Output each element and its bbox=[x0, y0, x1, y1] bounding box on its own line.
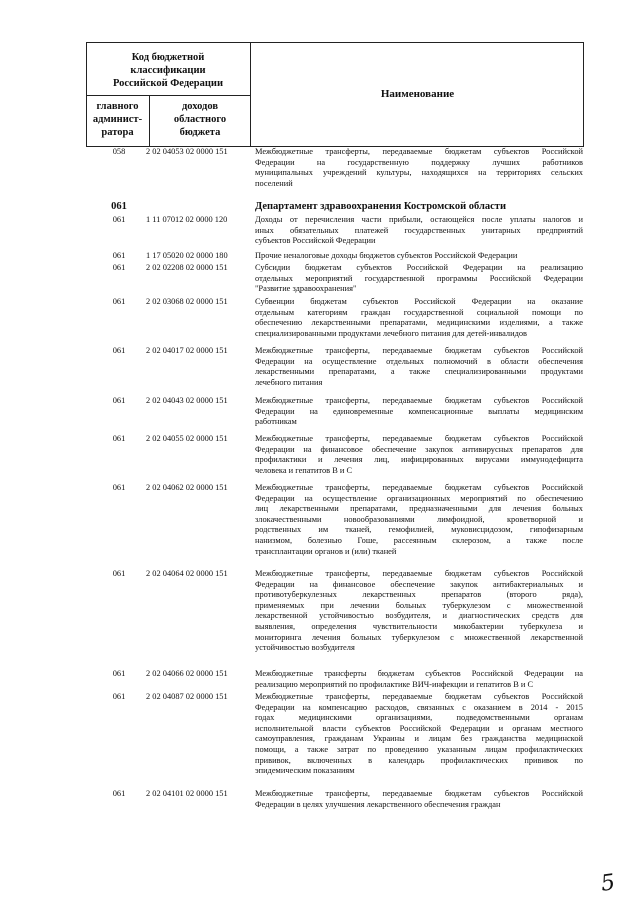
header-code-group: Код бюджетной классификации Российской Федерации bbox=[112, 52, 224, 89]
department-title: Департамент здравоохранения Костромской области bbox=[255, 201, 506, 212]
admin-code: 061 bbox=[112, 215, 126, 224]
income-code: 2 02 04062 02 0000 151 bbox=[146, 483, 228, 492]
income-name: Межбюджетные трансферты, передаваемые бюджетам субъектов Российской Федерации на государственную поддержку лучших работников муниципальных учреждений культуры, находящихся на территориях сельских поселений bbox=[255, 147, 583, 188]
income-name: Межбюджетные трансферты, передаваемые бюджетам субъектов Российской Федерации на финансовое обеспечение закупок антивирусных препаратов для профилактики и лечения лиц, инфицированных вирусами иммунодефицита человека и гепатитов В и С bbox=[255, 434, 583, 475]
header-col-income: доходов областного бюджета bbox=[173, 101, 227, 138]
income-name: Межбюджетные трансферты, передаваемые бюджетам субъектов Российской Федерации в целях улучшения лекарственного обеспечения граждан bbox=[255, 789, 583, 809]
department-admin-code: 061 bbox=[111, 201, 127, 212]
admin-code: 061 bbox=[112, 297, 126, 306]
income-code: 2 02 04064 02 0000 151 bbox=[146, 569, 228, 578]
admin-code: 061 bbox=[112, 263, 126, 272]
admin-code: 061 bbox=[112, 569, 126, 578]
income-name: Прочие неналоговые доходы бюджетов субъектов Российской Федерации bbox=[255, 251, 518, 260]
admin-code: 061 bbox=[112, 692, 126, 701]
income-code: 2 02 04053 02 0000 151 bbox=[146, 147, 228, 156]
income-code: 2 02 04066 02 0000 151 bbox=[146, 669, 228, 678]
income-code: 1 11 07012 02 0000 120 bbox=[146, 215, 228, 224]
header-col-admin: главного админист- ратора bbox=[92, 101, 143, 138]
income-code: 2 02 04055 02 0000 151 bbox=[146, 434, 228, 443]
income-name: Межбюджетные трансферты, передаваемые бюджетам субъектов Российской Федерации на осуществление отдельных полномочий в области обеспечения лекарственными препаратами, а также специализированными продуктами лечебного питания bbox=[255, 346, 583, 387]
admin-code: 061 bbox=[112, 483, 126, 492]
admin-code: 061 bbox=[112, 251, 126, 260]
admin-code: 061 bbox=[112, 396, 126, 405]
income-name: Субвенции бюджетам субъектов Российской Федерации на оказание отдельным категориям граждан государственной социальной помощи по обеспечению лекарственными препаратами, медицинскими изделиями, а также специализированными продуктами лечебного питания для детей-инвалидов bbox=[255, 297, 583, 338]
admin-code: 061 bbox=[112, 789, 126, 798]
header-col-name: Наименование bbox=[380, 88, 455, 100]
income-code: 2 02 04087 02 0000 151 bbox=[146, 692, 228, 701]
admin-code: 058 bbox=[112, 147, 126, 156]
income-name: Межбюджетные трансферты бюджетам субъектов Российской Федерации на реализацию мероприятий по профилактике ВИЧ-инфекции и гепатитов В и С bbox=[255, 669, 583, 689]
income-name: Субсидии бюджетам субъектов Российской Федерации на реализацию отдельных мероприятий государственной программы Российской Федерации "Развитие здравоохранения" bbox=[255, 263, 583, 294]
admin-code: 061 bbox=[112, 669, 126, 678]
income-name: Межбюджетные трансферты, передаваемые бюджетам субъектов Российской Федерации на осуществление организационных мероприятий по обеспечению лиц лекарственными препаратами, предназначенными для лечения больных злокачественными новообразованиями лимфоидной, кроветворной и родственных им тканей, гемофилией, муковисцидозом, гипофизарным нанизмом, болезнью Гоше, рассеянным склерозом, а также после трансплантации органов и (или) тканей bbox=[255, 483, 583, 556]
income-code: 2 02 04017 02 0000 151 bbox=[146, 346, 228, 355]
income-name: Межбюджетные трансферты, передаваемые бюджетам субъектов Российской Федерации на финансовое обеспечение закупок антибактериальных и противотуберкулезных лекарственных препаратов (второго ряда), применяемых при лечении больных туберкулезом с множественной лекарственной устойчивостью возбудителя, и диагностических средств для выявления, определения чувствительности микобактерии туберкулеза и мониторинга лечения больных туберкулезом с множественной лекарственной устойчивостью возбудителя bbox=[255, 569, 583, 653]
admin-code: 061 bbox=[112, 346, 126, 355]
page-number: 5 bbox=[599, 870, 617, 897]
income-code: 1 17 05020 02 0000 180 bbox=[146, 251, 228, 260]
income-code: 2 02 02208 02 0000 151 bbox=[146, 263, 228, 272]
income-code: 2 02 04101 02 0000 151 bbox=[146, 789, 228, 798]
income-name: Межбюджетные трансферты, передаваемые бюджетам субъектов Российской Федерации на компенсацию расходов, связанных с оказанием в 2014 - 2015 годах медицинскими организациями, подведомственными органам исполнительной власти субъектов Российской Федерации и органам местного самоуправления, гражданам Украины и лицам без гражданства медицинской помощи, а также затрат по проведению указанным лицам профилактических прививок, включенных в календарь профилактических прививок по эпидемическим показаниям bbox=[255, 692, 583, 776]
income-code: 2 02 03068 02 0000 151 bbox=[146, 297, 228, 306]
income-code: 2 02 04043 02 0000 151 bbox=[146, 396, 228, 405]
table-header bbox=[86, 42, 584, 146]
admin-code: 061 bbox=[112, 434, 126, 443]
income-name: Доходы от перечисления части прибыли, остающейся после уплаты налогов и иных обязательных платежей государственных унитарных предприятий субъектов Российской Федерации bbox=[255, 215, 583, 246]
income-name: Межбюджетные трансферты, передаваемые бюджетам субъектов Российской Федерации на единовременные компенсационные выплаты медицинским работникам bbox=[255, 396, 583, 427]
